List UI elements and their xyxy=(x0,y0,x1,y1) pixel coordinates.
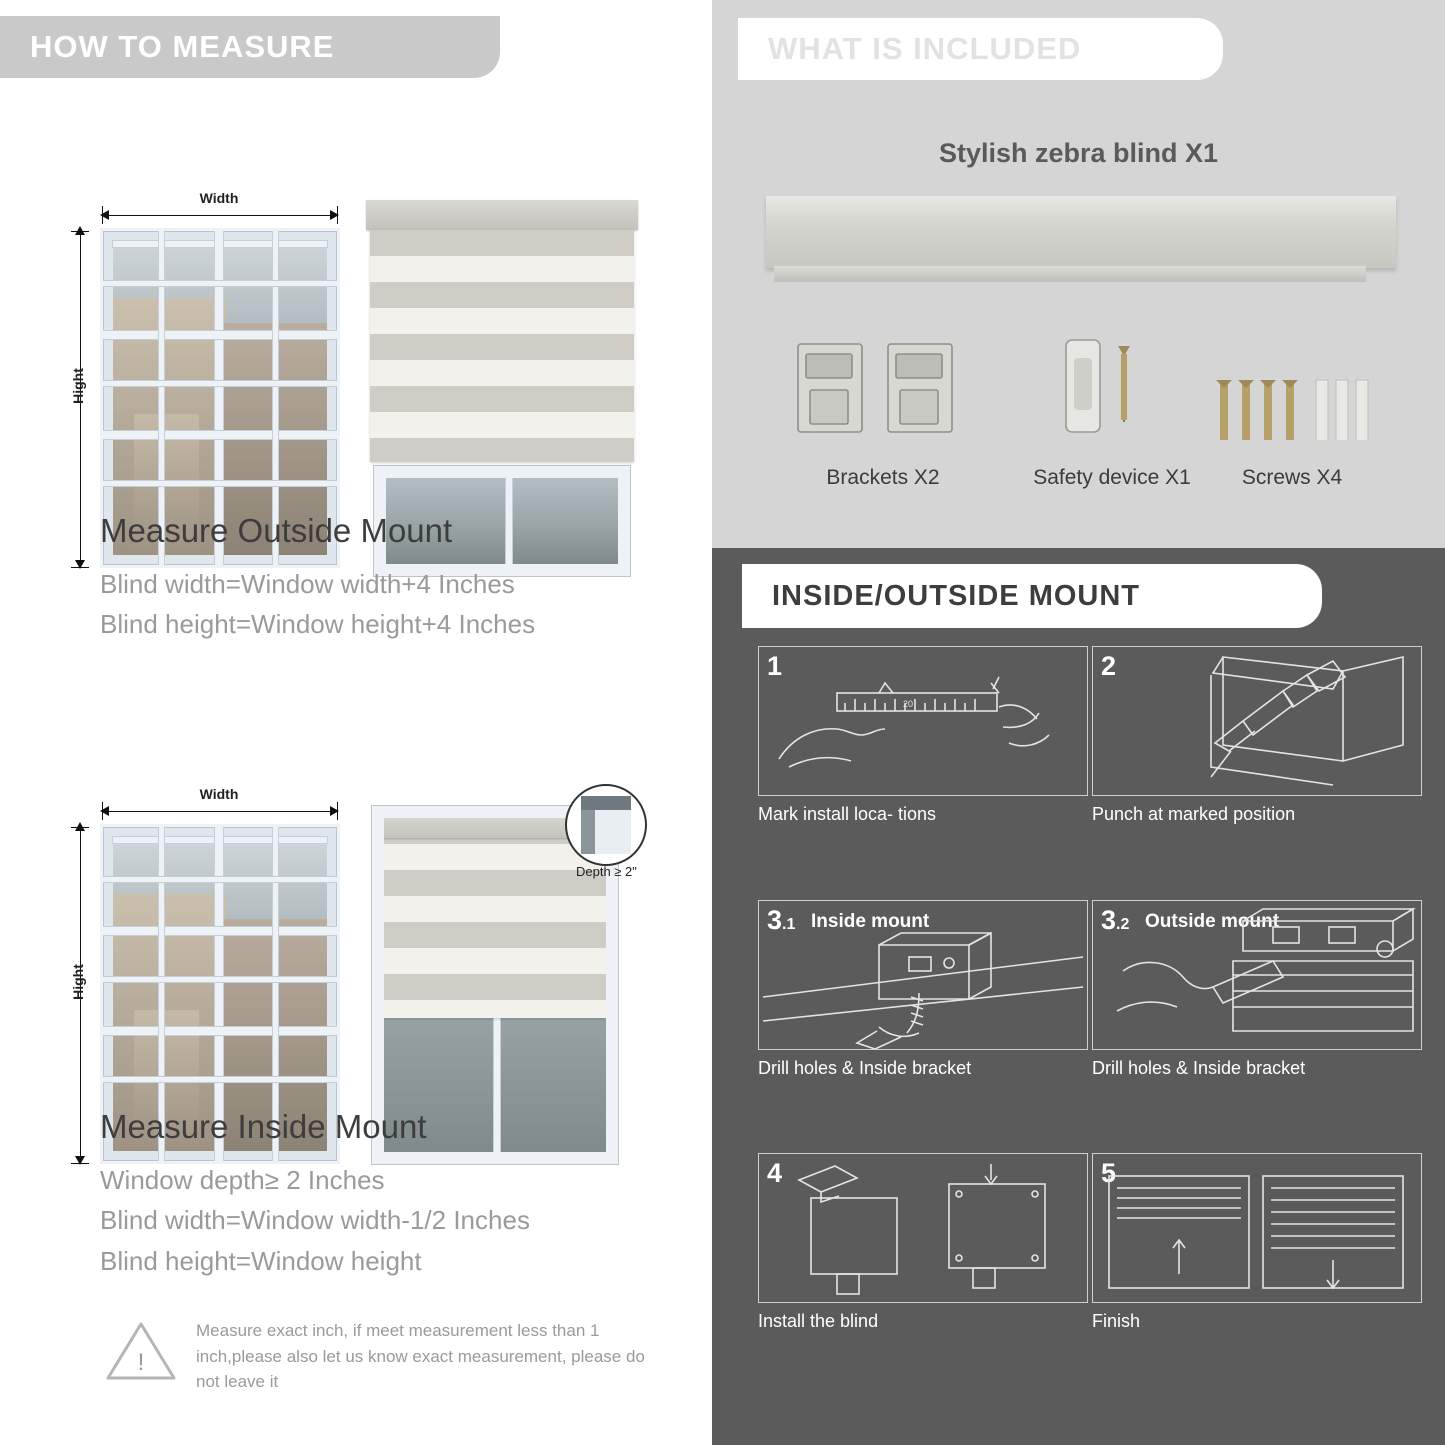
window-muntin-3 xyxy=(103,381,337,386)
what-is-included-panel xyxy=(712,0,1445,548)
depth-callout-recess xyxy=(595,810,631,854)
inside-width-dimension xyxy=(100,786,338,802)
outside-blind-headrail xyxy=(366,200,638,230)
step-1-number: 1 xyxy=(767,651,783,681)
inside-height-label: Hight xyxy=(70,964,86,1000)
inside-mount-line-1: Window depth≥ 2 Inches xyxy=(100,1165,385,1195)
depth-callout-circle xyxy=(565,784,647,866)
step-1-caption: Mark install loca- tions xyxy=(758,804,937,824)
step-5-sketch xyxy=(1093,1154,1421,1302)
brackets-label: Brackets X2 xyxy=(826,466,940,489)
outside-height-label: Hight xyxy=(70,368,86,404)
warning-note-text: Measure exact inch, if meet measurement less than 1 inch,please also let us know exact measurement, please do not leave it xyxy=(196,1321,645,1391)
step-4-caption: Install the blind xyxy=(758,1311,879,1331)
outside-height-tick-top xyxy=(71,231,89,232)
outside-mount-line-2: Blind height=Window height+4 Inches xyxy=(100,609,536,640)
step-4 xyxy=(758,1153,1088,1303)
safety-device-graphic xyxy=(1052,336,1172,445)
window-muntin-5 xyxy=(103,481,337,486)
inside-width-arrow-line xyxy=(104,811,336,812)
safety-device-label: Safety device X1 xyxy=(1033,466,1191,489)
step-2-number: 2 xyxy=(1101,651,1117,681)
window-muntin-5b xyxy=(103,1077,337,1082)
inside-width-tick-right xyxy=(337,802,338,820)
step-3-1-sketch xyxy=(759,901,1087,1049)
step-3-1-number: 3.1 xyxy=(767,905,796,935)
svg-text:20: 20 xyxy=(903,699,914,709)
outside-width-dimension xyxy=(100,190,338,206)
step-3-1-inline-label: Inside mount xyxy=(811,911,930,932)
inside-mount-line-3: Blind height=Window height xyxy=(100,1245,422,1276)
step-3-2-sketch xyxy=(1093,901,1421,1049)
outside-mount-text xyxy=(100,512,535,645)
step-3-1-caption: Drill holes & Inside bracket xyxy=(758,1058,972,1078)
step-2-sketch xyxy=(1093,647,1421,795)
window-muntin-4 xyxy=(103,281,337,286)
step-3-2-number: 3.2 xyxy=(1101,905,1130,935)
step-5-number: 5 xyxy=(1101,1158,1117,1188)
what-is-included-banner: WHAT IS INCLUDED xyxy=(738,18,1223,80)
step-1 xyxy=(758,646,1088,796)
measure-warning-note xyxy=(104,1318,664,1395)
step-3-2 xyxy=(1092,900,1422,1050)
step-2 xyxy=(1092,646,1422,796)
inside-mount-text xyxy=(100,1108,530,1281)
window-rail-2b xyxy=(103,1027,337,1035)
step-5-caption: Finish xyxy=(1092,1311,1141,1331)
inside-mount-title: Measure Inside Mount xyxy=(100,1108,427,1145)
step-3-2-caption: Drill holes & Inside bracket xyxy=(1092,1058,1306,1078)
screws-graphic xyxy=(1212,336,1372,445)
window-rail-1 xyxy=(103,331,337,339)
depth-callout-top xyxy=(581,796,631,810)
step-1-sketch xyxy=(759,647,1087,795)
step-3-1 xyxy=(758,900,1088,1050)
inside-width-label: Width xyxy=(199,786,239,802)
window-muntin-3b xyxy=(103,977,337,982)
outside-width-label: Width xyxy=(199,190,239,206)
outside-width-tick-left xyxy=(102,206,103,224)
how-to-measure-panel xyxy=(0,0,712,1445)
step-2-caption: Punch at marked position xyxy=(1092,804,1296,824)
inside-height-tick-bottom xyxy=(71,1163,89,1164)
outside-mount-line-1: Blind width=Window width+4 Inches xyxy=(100,569,515,599)
step-5 xyxy=(1092,1153,1422,1303)
inside-mount-line-2: Blind width=Window width-1/2 Inches xyxy=(100,1205,530,1236)
screws-label: Screws X4 xyxy=(1241,466,1343,489)
inside-height-tick-top xyxy=(71,827,89,828)
depth-label: Depth ≥ 2" xyxy=(576,864,637,879)
how-to-measure-banner: HOW TO MEASURE xyxy=(0,16,500,78)
included-main-item-label: Stylish zebra blind X1 xyxy=(938,138,1219,168)
inside-width-tick-left xyxy=(102,802,103,820)
outside-height-tick-bottom xyxy=(71,567,89,568)
zebra-blind-headrail-graphic xyxy=(766,196,1396,268)
warning-triangle-icon xyxy=(104,1318,178,1389)
window-rail-2 xyxy=(103,431,337,439)
step-4-sketch xyxy=(759,1154,1087,1302)
window-muntin-4b xyxy=(103,877,337,882)
outside-blind-fabric xyxy=(370,230,634,462)
window-rail-1b xyxy=(103,927,337,935)
inside-outside-mount-banner: INSIDE/OUTSIDE MOUNT xyxy=(742,564,1322,628)
outside-width-tick-right xyxy=(337,206,338,224)
brackets-graphic xyxy=(792,340,972,445)
depth-callout-side xyxy=(581,810,595,854)
outside-width-arrow-line xyxy=(104,215,336,216)
step-3-2-inline-label: Outside mount xyxy=(1145,911,1280,932)
inside-outside-mount-panel xyxy=(712,548,1445,1445)
outside-mount-title: Measure Outside Mount xyxy=(100,512,453,549)
svg-text:!: ! xyxy=(137,1349,145,1376)
step-4-number: 4 xyxy=(767,1158,783,1188)
